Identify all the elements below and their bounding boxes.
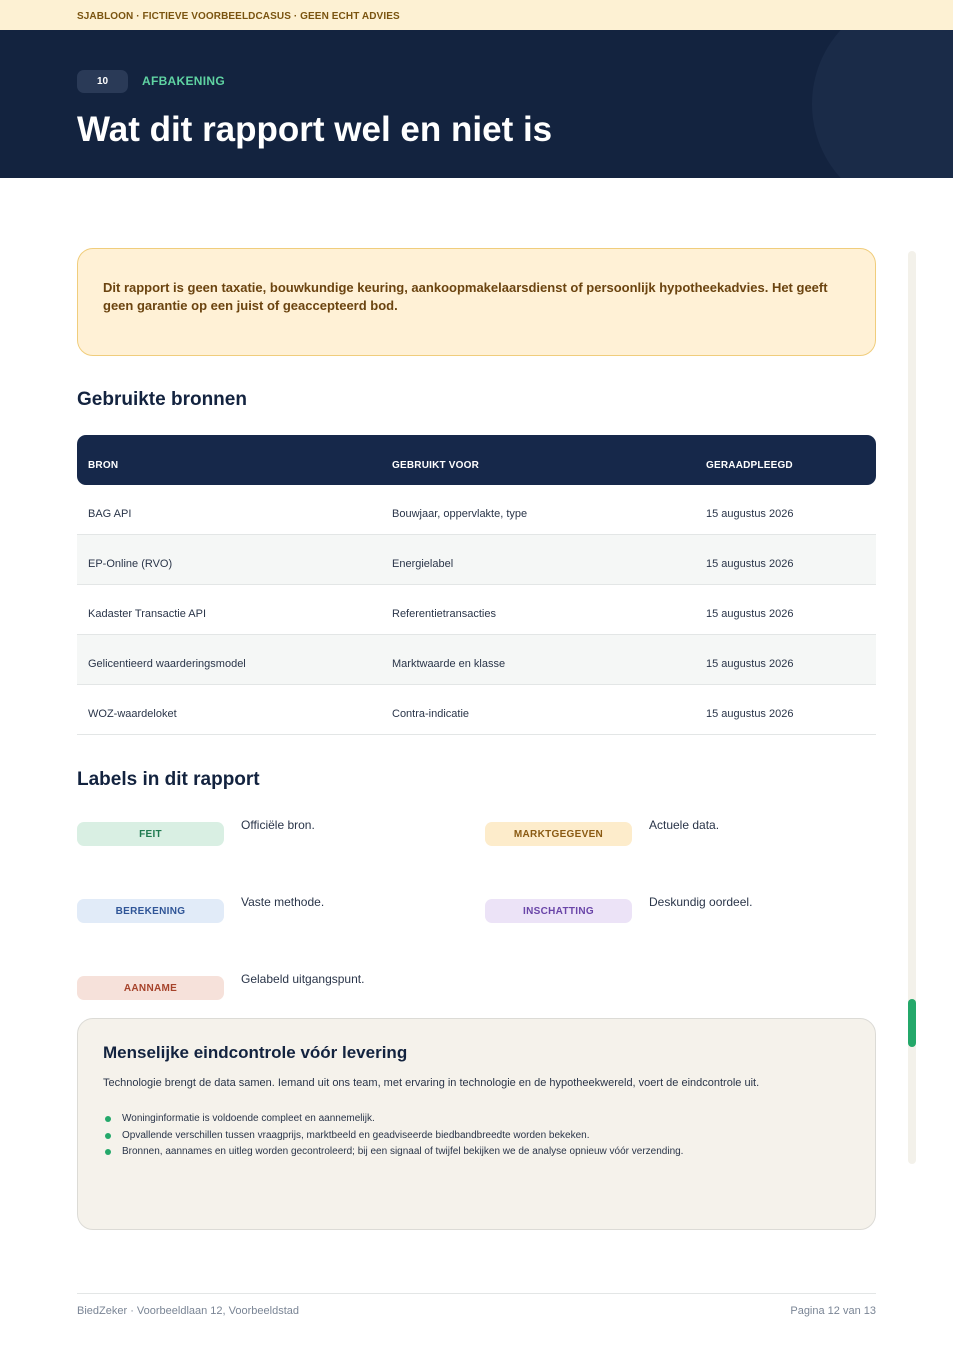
list-item <box>103 1112 683 1129</box>
table-row <box>77 585 876 635</box>
table-row <box>77 685 876 735</box>
footer-company: BiedZeker · Voorbeeldlaan 12, Voorbeeldstad <box>77 1305 299 1317</box>
list-item-text: Bronnen, aannames en uitleg worden gecontroleerd; bij een signaal of twijfel bekijken we de analyse opnieuw vóór verzending. <box>122 1146 684 1157</box>
label-description: Officiële bron. <box>241 818 315 832</box>
section-number-badge: 10 <box>77 70 128 93</box>
cell-usage: Energielabel <box>392 558 454 570</box>
label-description: Deskundig oordeel. <box>649 895 753 909</box>
cell-usage: Contra-indicatie <box>392 708 470 720</box>
list-item <box>103 1145 683 1162</box>
label-pill-inschatting: INSCHATTING <box>485 899 632 923</box>
bullet-dot-icon <box>105 1133 111 1139</box>
cell-usage: Marktwaarde en klasse <box>392 658 506 670</box>
sources-heading: Gebruikte bronnen <box>77 389 247 410</box>
final-check-list <box>103 1112 683 1162</box>
banner-text: SJABLOON · FICTIEVE VOORBEELDCASUS · GEEN ECHT ADVIES <box>77 11 400 22</box>
list-item-text: Opvallende verschillen tussen vraagprijs, marktbeeld en geadviseerde biedbandbreedte worden bekeken. <box>122 1129 590 1141</box>
label-pill-feit: FEIT <box>77 822 224 846</box>
table-row <box>77 535 876 585</box>
page-title: Wat dit rapport wel en niet is <box>77 110 553 149</box>
label-pill-aanname: AANNAME <box>77 976 224 1000</box>
column-header-gebruikt-voor: GEBRUIKT VOOR <box>392 460 480 471</box>
label-description: Actuele data. <box>649 818 720 832</box>
table-row <box>77 485 876 535</box>
scrollbar-thumb[interactable] <box>908 999 916 1047</box>
bullet-dot-icon <box>105 1116 111 1122</box>
header-decoration <box>812 30 953 178</box>
footer-page-number: Pagina 12 van 13 <box>790 1305 876 1317</box>
label-pill-marktgegeven: MARKTGEGEVEN <box>485 822 632 846</box>
cell-date: 15 augustus 2026 <box>706 608 794 620</box>
column-header-geraadpleegd: GERAADPLEEGD <box>706 460 793 471</box>
cell-date: 15 augustus 2026 <box>706 558 794 570</box>
cell-usage: Referentietransacties <box>392 608 496 620</box>
final-check-title: Menselijke eindcontrole vóór levering <box>103 1043 408 1062</box>
list-item-text: Woninginformatie is voldoende compleet en aannemelijk. <box>122 1113 375 1124</box>
cell-source: Kadaster Transactie API <box>88 608 207 620</box>
disclaimer-box <box>77 248 876 356</box>
section-header <box>0 30 953 178</box>
bullet-dot-icon <box>105 1149 111 1155</box>
disclaimer-text: Dit rapport is geen taxatie, bouwkundige keuring, aankoopmakelaarsdienst of persoonlijk hypotheekadvies. Het geeft geen garantie op een juist of geaccepteerd bod. <box>103 280 828 313</box>
cell-date: 15 augustus 2026 <box>706 508 794 520</box>
list-item <box>103 1129 683 1146</box>
template-banner <box>0 0 953 30</box>
table-header <box>77 435 876 485</box>
cell-source: WOZ-waardeloket <box>88 708 177 720</box>
label-pill-berekening: BEREKENING <box>77 899 224 923</box>
column-header-bron: BRON <box>88 460 119 471</box>
cell-date: 15 augustus 2026 <box>706 708 794 720</box>
cell-usage: Bouwjaar, oppervlakte, type <box>392 508 528 520</box>
table-row <box>77 635 876 685</box>
labels-heading: Labels in dit rapport <box>77 769 260 790</box>
cell-date: 15 augustus 2026 <box>706 658 794 670</box>
cell-source: Gelicentieerd waarderingsmodel <box>88 658 246 670</box>
section-eyebrow: AFBAKENING <box>142 74 225 88</box>
final-check-card <box>77 1018 876 1230</box>
label-description: Vaste methode. <box>241 895 325 909</box>
cell-source: BAG API <box>88 508 132 520</box>
label-description: Gelabeld uitgangspunt. <box>241 972 365 986</box>
final-check-intro: Technologie brengt de data samen. Iemand uit ons team, met ervaring in technologie en de hypotheekwereld, voert de eindcontrole uit. <box>103 1077 760 1089</box>
sources-table <box>77 435 876 735</box>
footer-divider <box>77 1293 876 1294</box>
cell-source: EP-Online (RVO) <box>88 558 173 570</box>
